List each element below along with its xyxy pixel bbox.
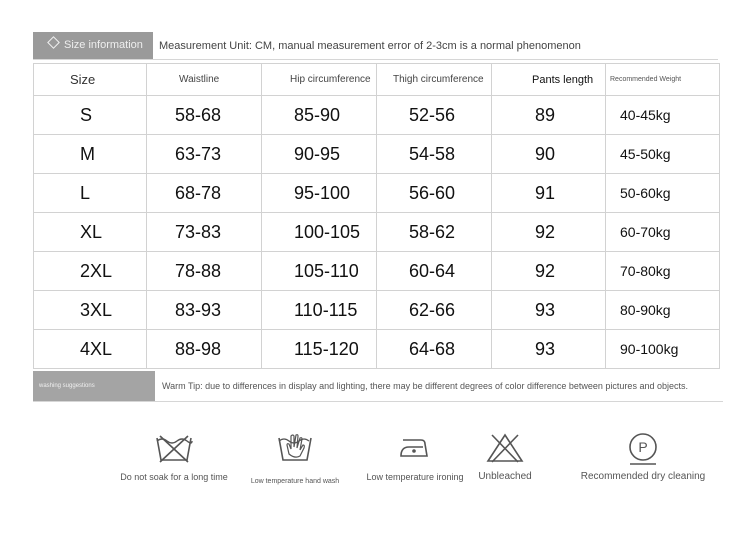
table-row <box>34 213 720 252</box>
waist-cell: 68-78 <box>147 174 262 213</box>
hip-cell: 105-110 <box>262 252 377 291</box>
length-cell: 90 <box>492 135 606 174</box>
diamond-icon <box>47 36 60 49</box>
length-cell: 93 <box>492 291 606 330</box>
waist-cell: 63-73 <box>147 135 262 174</box>
size-cell: 2XL <box>34 252 147 291</box>
weight-cell: 90-100kg <box>606 330 720 369</box>
care-label: Unbleached <box>478 471 532 482</box>
washing-suggestions-tag: washing suggestions <box>33 371 155 401</box>
measurement-note: Measurement Unit: CM, manual measurement error of 2-3cm is a normal phenomenon <box>159 40 581 52</box>
warm-tip-text: Warm Tip: due to differences in display and lighting, there may be different degrees of color difference between pictures and objects. <box>162 381 688 391</box>
care-item-dry-clean <box>568 432 718 482</box>
no-soak-icon <box>154 432 194 464</box>
size-cell: M <box>34 135 147 174</box>
thigh-cell: 64-68 <box>377 330 492 369</box>
weight-cell: 45-50kg <box>606 135 720 174</box>
thigh-cell: 62-66 <box>377 291 492 330</box>
waist-cell: 88-98 <box>147 330 262 369</box>
column-header: Waistline <box>147 64 262 96</box>
weight-cell: 60-70kg <box>606 213 720 252</box>
column-header: Thigh circumference <box>377 64 492 96</box>
size-cell: S <box>34 96 147 135</box>
iron-icon <box>395 434 435 462</box>
length-cell: 92 <box>492 213 606 252</box>
table-row <box>34 96 720 135</box>
dry-clean-icon <box>623 432 663 466</box>
table-row <box>34 252 720 291</box>
size-cell: 3XL <box>34 291 147 330</box>
no-bleach-icon <box>485 432 525 464</box>
weight-cell: 50-60kg <box>606 174 720 213</box>
care-item-ironing <box>356 434 474 482</box>
care-label: Low temperature ironing <box>366 472 464 482</box>
hip-cell: 100-105 <box>262 213 377 252</box>
svg-text:P: P <box>638 439 648 455</box>
hip-cell: 110-115 <box>262 291 377 330</box>
weight-cell: 70-80kg <box>606 252 720 291</box>
length-cell: 91 <box>492 174 606 213</box>
table-row <box>34 135 720 174</box>
thigh-cell: 58-62 <box>377 213 492 252</box>
thigh-cell: 56-60 <box>377 174 492 213</box>
care-item-hand-wash <box>236 430 354 485</box>
thigh-cell: 54-58 <box>377 135 492 174</box>
care-label: Low temperature hand wash <box>250 478 340 485</box>
weight-cell: 80-90kg <box>606 291 720 330</box>
table-row <box>34 291 720 330</box>
table-row <box>34 174 720 213</box>
waist-cell: 78-88 <box>147 252 262 291</box>
length-cell: 89 <box>492 96 606 135</box>
column-header: Pants length <box>492 64 606 96</box>
size-cell: L <box>34 174 147 213</box>
size-chart-table <box>33 63 720 369</box>
size-cell: 4XL <box>34 330 147 369</box>
size-info-tag-label: Size information <box>64 39 143 51</box>
size-info-tag <box>33 32 153 59</box>
column-header: Size <box>34 64 147 96</box>
length-cell: 92 <box>492 252 606 291</box>
size-info-header <box>33 32 718 60</box>
length-cell: 93 <box>492 330 606 369</box>
column-header: Recommended Weight <box>606 64 720 96</box>
hand-wash-icon <box>275 430 315 464</box>
thigh-cell: 60-64 <box>377 252 492 291</box>
table-header-row <box>34 64 720 96</box>
waist-cell: 73-83 <box>147 213 262 252</box>
thigh-cell: 52-56 <box>377 96 492 135</box>
waist-cell: 83-93 <box>147 291 262 330</box>
care-item-no-bleach <box>470 432 540 482</box>
care-item-no-soak <box>108 432 240 482</box>
care-label: Recommended dry cleaning <box>580 471 706 482</box>
care-label: Do not soak for a long time <box>120 472 228 482</box>
hip-cell: 85-90 <box>262 96 377 135</box>
hip-cell: 90-95 <box>262 135 377 174</box>
weight-cell: 40-45kg <box>606 96 720 135</box>
column-header: Hip circumference <box>262 64 377 96</box>
size-cell: XL <box>34 213 147 252</box>
hip-cell: 95-100 <box>262 174 377 213</box>
waist-cell: 58-68 <box>147 96 262 135</box>
table-row <box>34 330 720 369</box>
washing-suggestions-bar <box>33 371 723 402</box>
hip-cell: 115-120 <box>262 330 377 369</box>
